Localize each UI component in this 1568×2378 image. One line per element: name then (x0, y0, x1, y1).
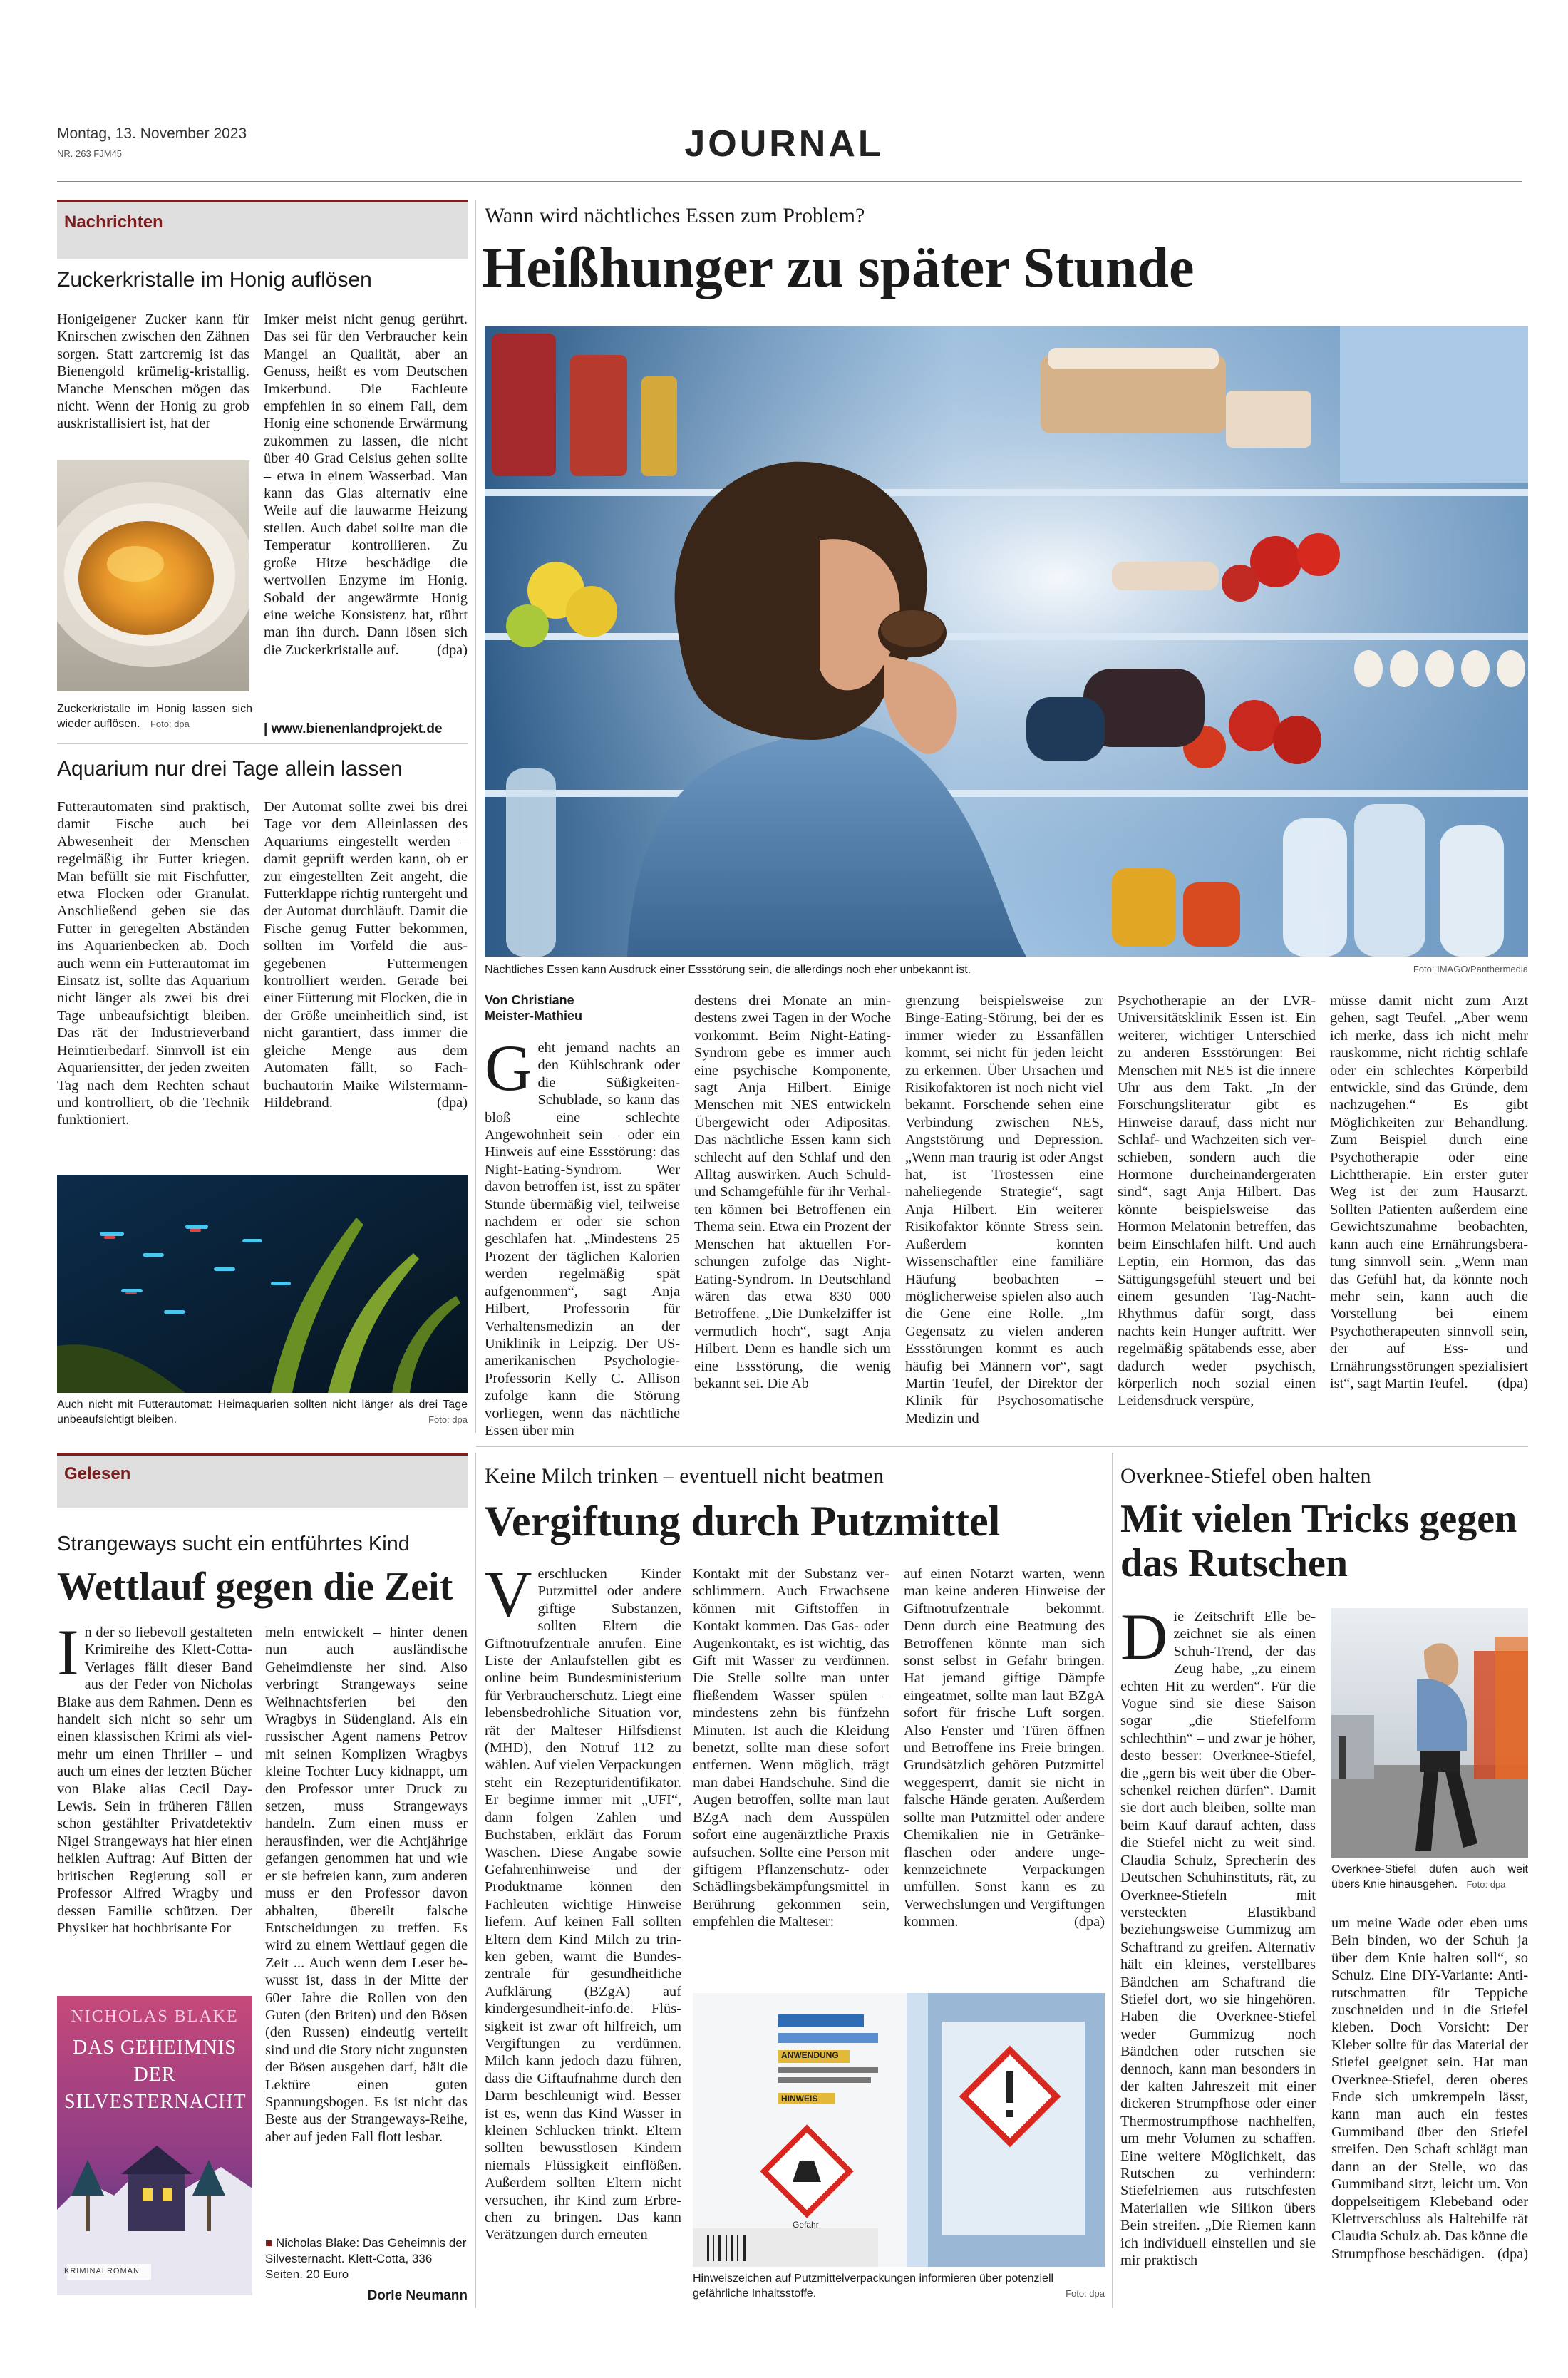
aquarium-col2 (264, 798, 468, 1111)
overknee-col2-text: um meine Wade oder eben ums Bein binden, wo der Schuh ja über dem Knie halten soll“, so Schulz. Eine DIY-Variante: Antirutschmatten für Teppiche zuschneiden und in die Stiefel kleben. Doch Vorsicht: Der Kleber sollte für das Material der Stiefel geeignet sein. Hat man Overknee-Stiefel, deren oberes Ende sich umkrempeln lässt, kann man auch ein festes Gummiband über den Stiefel streifen. Den Schaft schlägt man dann an der Stelle, wo das Gummiband sitzt, leicht um. Von doppelseitigem Klebeband oder Klettverschluss als Haltehilfe rät Claudia Schulz ab. Das könne die Strumpfhose beschädigen. (1331, 1915, 1528, 2262)
aquarium-credit: Foto: dpa (428, 1414, 468, 1425)
lead-credit: Foto: IMAGO/Panthermedia (1413, 964, 1528, 974)
overknee-credit: Foto: dpa (1466, 1879, 1506, 1890)
honey-source: (dpa) (436, 642, 468, 658)
putzmittel-col1-text: erschlucken Kinder Putzmittel oder andere giftige Substanzen, sollten Eltern die Giftnotrufzentrale anrufen. Eine Liste der Anlaufstellen gibt es online beim Bundesministerium für Verbraucherschutz. Liegt eine lebensbedrohliche Situation vor, rät der Malteser Hilfsdienst (MHD), den Notruf 112 zu wählen. Auf vielen Verpackungen steht ein Rezepturidentifikator. Er beginne immer mit „UFI“, dann folgen Zahlen und Buchstaben, erklärt das Forum Waschen. Diese Angabe sowie Gefahrenhinweise und der Produktname können den Fachleuten wichtige Hinweise liefern. Auf keinen Fall sollten Eltern dem Kind Milch zu trinken geben, warnt die Bundeszentrale für gesundheitliche Aufklärung (BZgA) auf kindergesundheit-info.de. Flüssigkeit ist zwar oft hilfreich, um Vergiftungen zu verdünnen. Milch kann jedoch dazu führen, dass die Giftaufnahme durch den Darm beschleunigt wird. Besser ist es, wenn das Kind Wasser in kleinen Schlucken trinkt. Eltern sollten bewusstlosen Kindern niemals Flüssigkeit einflößen. Außerdem sollten Eltern nicht versuchen, ihr Kind zum Erbrechen zu bringen. Das kann Verätzungen durch erneuten (485, 1566, 681, 2243)
overknee-kicker: Overknee-Stiefel oben halten (1120, 1464, 1371, 1488)
lead-col5-text: müsse damit nicht zum Arzt gehen, sagt Teufel. „Aber wenn ich merke, dass ich nicht mehr rauskomme, nicht richtig schlafe oder ein schlechtes Körperbild entwickle, sind das Gründe, dem nachzugehen.“ Es gibt Möglichkeiten zur Behandlung. Zum Beispiel durch eine Psychotherapie oder eine Lichttherapie. Ein erster guter Weg ist der zum Hausarzt. Sollten Patienten außerdem eine Gewichtszunahme beobachten, kann auch eine Ernährungsberatung sinnvoll sein. „Wenn man das Gefühl hat, da könnte noch mehr sein, kann auch die Vorstellung bei einem Psychotherapeuten sinnvoll sein, der auf Ess- und Ernährungsstörungen spezialisiert ist“, sagt Martin Teufel. (1330, 993, 1528, 1391)
aquarium-col1: Futterautomaten sind praktisch, damit Fische auch bei Abwesenheit der Menschen regelmäßig ihr Futter kriegen. Man befüllt sie mit Fischfutter, etwa Flocken oder Granulat. Anschließend geben sie das Futter in geregelten Abständen ins Aquarienbecken ab. Doch auch wenn ein Futterautomat im Einsatz ist, sollte das Aquarium nicht länger als zwei bis drei Tage unbeaufsichtigt bleiben. Das rät der Industrieverband Heimtierbedarf. Sinnvoll ist ein Aquariensitter, der jeden zweiten Tag nach dem Rechten schaut und kontrolliert, ob die Technik funktioniert. (57, 799, 249, 1128)
overknee-headline: Mit vielen Tricks gegen das Rutschen (1120, 1497, 1517, 1585)
lead-col1 (485, 1031, 680, 1439)
aquarium-source: (dpa) (436, 1094, 468, 1111)
aquarium-caption-text: Auch nicht mit Futterautomat: Heimaquarien sollten nicht länger als drei Tage unbeaufsichtigt bleiben. (57, 1399, 468, 1426)
putzmittel-caption-text: Hinweiszeichen auf Putzmittelverpackungen informieren über potenziell gefährliche Inhaltsstoffe. (693, 2273, 1054, 2300)
rule-left-top (475, 200, 476, 1433)
lead-col3: grenzung beispielsweise zur Binge-Eating-Störung, bei der es immer wieder zu Essanfällen kommt, sei nicht für jeden leicht zu erkennen. Über Ursachen und Risikofaktoren ist noch nicht viel bekannt. Forschende sehen eine Verbindung zwischen NES, Angststörung und Depression. „Wenn man traurig ist oder Angst hat, ist Trostessen eine naheliegende Strategie“, sagt Anja Hilbert. Ein weiterer Risikofaktor könnte Stress sein. Außerdem konnten Wissenschaftler eine familiäre Häufung beobachten – möglicherweise spielen also auch die Gene eine Rolle. „Im Gegensatz zu vielen anderen Essstörungen kommt es auch häufig bei Männern vor“, sagt Martin Teufel, der Direktor der Klinik für Psychosomatische Medizin und (905, 993, 1103, 1426)
honey-col1: Honigeigener Zucker kann für Knirschen zwischen den Zähnen sorgen. Statt zartcremig ist das Bienengold krümelig-kristallig. Manche Menschen mögen das nicht. Wenn der Honig zu grob auskristallisiert ist, hat der (57, 312, 249, 432)
honey-credit: Foto: dpa (150, 719, 190, 729)
overknee-col2 (1331, 1915, 1528, 2263)
putzmittel-photo (693, 1993, 1105, 2267)
honey-col2 (264, 311, 468, 659)
aquarium-col2-text: Der Automat sollte zwei bis drei Tage vor dem Alleinlassen des Aquariums eingestellt werden – damit geprüft werden kann, ob er zur eingestellten Zeit angeht, die Futterklappe richtig runtergeht und der Automat durchläuft. Damit die Fische genug Futter bekommen, sollten im Vorfeld die ausgegebenen Futtermengen kontrolliert werden. Gerade bei einer Fütterung mit Flocken, die in der Größe uneinheitlich sind, ist nicht garantiert, dass immer die gleiche Menge aus dem Automaten fällt, so Fachbuchautorin Maike Wilstermann-Hildebrand. (264, 799, 468, 1111)
rule-right-bottom (1112, 1453, 1113, 2308)
gelesen-book-info: Nicholas Blake: Das Geheimnis der Silvesternacht. Klett-Cotta, 336 Seiten. 20 Euro (265, 2236, 467, 2281)
honey-jar-illustration (57, 460, 249, 691)
putzmittel-col3 (904, 1565, 1105, 1931)
label-anwendung: ANWENDUNG (781, 2050, 839, 2060)
lead-col5 (1330, 992, 1528, 1392)
masthead-rule (57, 181, 1522, 182)
book-info-icon: ■ (265, 2236, 273, 2250)
overknee-col1 (1120, 1600, 1316, 2269)
gelesen-dropcap: I (57, 1624, 79, 1689)
putzmittel-credit: Foto: dpa (1066, 2288, 1105, 2299)
masthead-date: Montag, 13. November 2023 (57, 125, 247, 142)
gelesen-headline: Wettlauf gegen die Zeit (57, 1565, 453, 1609)
lead-kicker: Wann wird nächtliches Essen zum Problem? (485, 204, 865, 227)
gelesen-author: Dorle Neumann (367, 2288, 468, 2303)
putzmittel-source: (dpa) (1073, 1914, 1105, 1930)
honey-link[interactable]: | www.bienenlandprojekt.de (264, 721, 443, 736)
section-label-nachrichten (57, 200, 468, 259)
lead-dropcap: G (485, 1031, 532, 1104)
putzmittel-caption (693, 2271, 1105, 2301)
lead-source: (dpa) (1497, 1375, 1528, 1391)
putzmittel-kicker: Keine Milch trinken – eventuell nicht beatmen (485, 1464, 884, 1488)
honey-title: Zuckerkristalle im Honig auflösen (57, 268, 372, 292)
putzmittel-dropcap: V (485, 1558, 532, 1630)
aquarium-illustration (57, 1175, 468, 1393)
gelesen-bookinfo (265, 2235, 468, 2282)
overknee-caption (1331, 1862, 1528, 1892)
honey-col2-text: Imker meist nicht genug gerührt. Das sei für den Verbraucher kein Mangel an Qualität, aber an Genuss, heißt es vom Deutschen Imkerbund. Die Fachleute empfehlen in so einem Fall, dem Honig eine schonende Erwärmung zukommen zu lassen, die nicht über 40 Grad Celsius gehen sollte – etwa in einem Wasserbad. Man kann das Glas alternativ eine Weile auf die lauwarme Heizung stellen. Auch dabei sollte man die Temperatur kontrollieren. Zu große Hitze beschädige die wertvollen Enzyme im Honig. Sobald der angewärmte Honig eine weiche Konsistenz hat, rührt man ihn durch. Dann lösen sich die Zuckerkristalle auf. (264, 312, 468, 658)
cover-genre: KRIMINALROMAN (64, 2267, 140, 2275)
masthead-edition: NR. 263 FJM45 (57, 148, 123, 159)
overknee-illustration (1331, 1608, 1528, 1858)
aquarium-title: Aquarium nur drei Tage allein lassen (57, 757, 403, 781)
putzmittel-col3-text: auf einen Notarzt warten, wenn man keine anderen Hinweise der Giftnotrufzentrale bekommt. Denn durch eine Beatmung des Betroffenen könnte man sich sonst selbst in Gefahr bringen. Hat jemand giftige Dämpfe eingeatmet, sollte man laut BZgA sofort für frische Luft sorgen. Also Fenster und Türen öffnen und Betroffene ins Freie bringen. Grundsätzlich gehören Putzmittel weggesperrt, damit sie nicht in falsche Hände geraten. Außerdem sollte man Putzmittel oder andere Chemikalien nie in Getränkeflaschen oder andere ungekennzeichnete Verpackungen umfüllen. Sonst kann es zu Verwechslungen und Vergiftungen kommen. (904, 1566, 1105, 1930)
gelesen-label: Gelesen (64, 1464, 131, 1483)
overknee-source: (dpa) (1497, 2245, 1528, 2262)
aquarium-caption (57, 1397, 468, 1427)
nachrichten-label: Nachrichten (64, 212, 163, 232)
lead-headline: Heißhunger zu später Stunde (482, 237, 1195, 299)
section-title: JOURNAL (684, 123, 884, 165)
aquarium-photo (57, 1175, 468, 1393)
honey-caption (57, 701, 252, 731)
divider-bottom (476, 1446, 1528, 1447)
lead-col4: Psychotherapie an der LVR-Universitätsklinik Essen ist. Ein weiterer, wichtiger Unterschied zu anderen Essstörungen: Bei Menschen mit NES ist die innere Uhr aus dem Takt. „In der Forschungsliteratur gibt es Hinweise darauf, dass nicht nur Schlaf- und Wachzeiten sich verschieben, sondern auch die Hormone durcheinandergeraten sind“, sagt Anja Hilbert. Das könnte beispielsweise das Hormon Melatonin betreffen, das beim Einschlafen hilft. Und auch Leptin, ein Hormon, das das Sättigungsgefühl steuert und bei einem gesunden Tag-Nacht-Rhythmus dafür sorgt, dass nachts kein Hunger auftritt. Wer regelmäßig spätabends esse, aber dadurch weder psychisch, körperlich noch sozial einen Leidensdruck verspüre, (1118, 993, 1316, 1409)
cleaning-label-illustration (693, 1993, 1105, 2267)
overknee-caption-text: Overknee-Stiefel düfen auch weit übers Knie hinausgehen. (1331, 1863, 1528, 1890)
honey-photo (57, 460, 249, 691)
label-hinweis: HINWEIS (781, 2094, 818, 2104)
fridge-illustration (485, 326, 1528, 957)
honey-caption-text: Zuckerkristalle im Honig lassen sich wieder auflösen. (57, 703, 252, 730)
section-label-gelesen (57, 1453, 468, 1508)
overknee-dropcap: D (1120, 1600, 1168, 1673)
label-gefahr: Gefahr (793, 2220, 819, 2230)
divider-nachrichten (57, 743, 468, 744)
lead-byline: Von Christiane Meister-Mathieu (485, 993, 583, 1023)
putzmittel-headline: Vergiftung durch Putzmittel (485, 1498, 1001, 1545)
gelesen-col1-text: n der so liebevoll gestalteten Krimireihe des Klett-Cotta-Verlages fällt dieser Band aus der Feder von Nicholas Blake aus dem Rahmen. Denn es handelt sich nicht so sehr um einen klassischen Krimi als vielmehr um einen Thriller – und auch um eines der letzten Bücher von Blake alias Cecil Day-Lewis. Sein in früheren Fällen schon gestählter Privatdetektiv Nigel Strangeways hat hier einen heiklen Auftrag: Auf Bitten der britischen Regierung soll er Professor Alfred Wragby und dessen Familie schützen. Der Physiker hat hochbrisante For (57, 1625, 252, 1936)
putzmittel-col2: Kontakt mit der Substanz verschlimmern. Auch Erwachsene können mit Giftstoffen in Kontakt kommen. Das Gas- oder Augenkontakt, es ist wichtig, das Gift mit Wasser zu verdünnen. Die Stelle sollte man unter fließendem Wasser spülen – mindestens zehn bis fünfzehn Minuten. Ist auch die Kleidung benetzt, sollte man diese sofort entfernen. Wenn möglich, trägt man dabei Handschuhe. Sind die Augen betroffen, sollte man laut BZgA nach dem Ausspülen sofort eine augenärztliche Praxis aufsuchen. Sollte eine Person mit giftigem Pflanzenschutz- oder Schädlingsbekämpfungsmittel in Berührung gekommen sein, empfehlen die Malteser: (693, 1566, 889, 1930)
gelesen-col1 (57, 1624, 252, 1989)
cover-title: DAS GEHEIMNIS DER SILVESTERNACHT (64, 2037, 247, 2113)
lead-caption: Nächtliches Essen kann Ausdruck einer Essstörung sein, die allerdings noch eher unbekannt ist. (485, 964, 971, 976)
rule-left-bottom (475, 1453, 476, 2308)
overknee-photo (1331, 1608, 1528, 1858)
lead-col2: destens drei Monate an mindestens zwei Tagen in der Woche vorkommt. Beim Night-Eating-Syndrom gebe es immer auch eine psychische Komponente, sagt Anja Hilbert. Einige Menschen mit NES entwickeln Übergewicht oder Adipositas. Das nächtliche Essen kann sich schlecht auf den Schlaf und den Alltag auswirken. Auch Schuld- und Schamgefühle für ihr Verhalten können bei Betroffenen ein Thema sein. Etwa ein Prozent der Menschen hat aktuellen Forschungen zufolge das Night-Eating-Syndrom. In Deutschland wären das etwa 830 000 Betroffene. „Die Dunkelziffer ist vermutlich hoch“, sagt Anja Hilbert. Denn es handle sich um eine Essstörung, die wenig bekannt sei. Die Ab (694, 993, 891, 1391)
lead-col1-text: eht jemand nachts an den Kühlschrank oder die Süßigkeiten-Schublade, so kann das bloß eine schlechte Angewohnheit sein – oder ein Hinweis auf eine Essstörung: das Night-Eating-Syndrom. Wer davon betroffen ist, isst zu später Stunde übermäßig viel, teilweise nachdem er oder sie schon geschlafen hat. „Mindestens 25 Prozent der täglichen Kalorien werden regelmäßig spät aufgenommen“, sagt Anja Hilbert, Professorin für Verhaltensmedizin an der Uniklinik in Leipzig. Der US-amerikanischen Psychologie-Professorin Kelly C. Allison zufolge kann die Störung vorliegen, wenn das nächtliche Essen über min (485, 1040, 680, 1438)
overknee-col1-text: ie Zeitschrift Elle bezeichnet sie als einen Schuh-Trend, der das Zeug habe, „zu einem echten Hit zu werden“. Für die Vogue sind sie diese Saison sogar „die Stiefelform schlechthin“ – und zwar je höher, desto besser: Overknee-Stiefel, die „gern bis weit über die Oberschenkel reichen dürfen“. Damit sie dort auch bleiben, sollte man beim Kauf darauf achten, dass die Stiefel nicht zu weit sind. Claudia Schulz, Sprecherin des Deutschen Schuhinstituts, rät, zu Overknee-Stiefeln mit versteckten Elastikband beziehungsweise Gummizug am Schaftrand zu greifen. Alternativ hält ein kleines, verstellbares Bändchen am Schaftrand die Stiefel dort, wo sie hingehören. Haben die Overknee-Stiefel weder Gummizug noch Bändchen oder rutschen sie dennoch, kann man besonders in der kalten Jahreszeit mit einer dickeren Strumpfhose oder einer Thermostrumpfhose nachhelfen, um mehr Volumen zu schaffen. Eine weitere Möglichkeit, das Rutschen zu verhindern: Stiefelriemen aus rutschfesten Materialien wie Silikon übers Bein streifen. „Die Riemen kann ich individuell einstellen und sie mir praktisch (1120, 1609, 1316, 2269)
gelesen-col2: meln entwickelt – hinter denen nun auch ausländische Geheimdienste her sind. Also verbringt Strangeways seine Weihnachtsferien bei den Wragbys in Südengland. Als ein russischer Agent namens Petrov mit seinen Komplizen Wragbys kleine Tochter Lucy kidnappt, um den Professor unter Druck zu setzen, muss Strangeways handeln. Zum einen muss er herausfinden, wer die Achtjährige gefangen genommen hat und wie er sie befreien kann, zum anderen muss er den Professor davon abhalten, übereilt falsche Entscheidungen zu treffen. Es wird zu einem Wettlauf gegen die Zeit ... Auch wenn dem Leser bewusst ist, dass in der Mitte der 60er Jahre die Rollen von den Guten (den Briten) und den Bösen (den Russen) eindeutig verteilt sind und die Story nicht zugunsten der Bösen ausgehen darf, hält die Lektüre einen guten Spannungsbogen. Es ist nicht das Beste aus der Strangeways-Reihe, aber auf jeden Fall flott lesbar. (265, 1625, 468, 2145)
book-cover (57, 1996, 252, 2295)
lead-photo (485, 326, 1528, 957)
gelesen-kicker: Strangeways sucht ein entführtes Kind (57, 1533, 410, 1555)
cover-author: NICHOLAS BLAKE (71, 2007, 239, 2026)
putzmittel-col1 (485, 1558, 681, 2244)
